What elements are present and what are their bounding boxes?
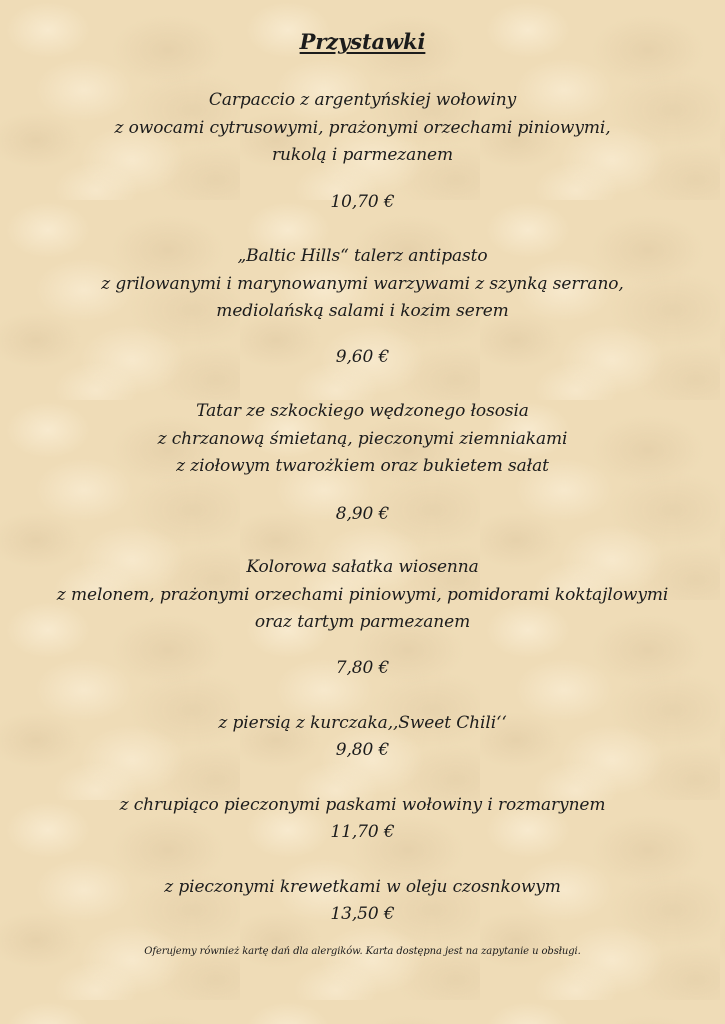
dish-name: Carpaccio z argentyńskiej wołowiny [208, 90, 517, 110]
dish-description: z ziołowym twarożkiem oraz bukietem sałat [176, 456, 549, 476]
page-title: Przystawki [299, 29, 426, 54]
dish-name: Kolorowa sałatka wiosenna [246, 557, 479, 577]
dish-name: Tatar ze szkockiego wędzonego łososia [196, 401, 529, 421]
allergen-note: Oferujemy również kartę dań dla alergików. Karta dostępna jest na zapytanie u obsługi. [144, 946, 581, 957]
dish-name: z chrupiąco pieczonymi paskami wołowiny i rozmarynem [119, 795, 606, 815]
dish-price: 10,70 € [330, 192, 395, 212]
dish-description: z grilowanymi i marynowanymi warzywami z szynką serrano, [101, 274, 624, 294]
dish-name: z piersią z kurczaka,,Sweet Chili‘‘ [218, 713, 507, 733]
dish-price: 13,50 € [330, 904, 395, 924]
dish-name: z pieczonymi krewetkami w oleju czosnkowym [164, 877, 561, 897]
dish-description: rukolą i parmezanem [271, 145, 454, 165]
dish-description: z melonem, prażonymi orzechami piniowymi, pomidorami koktajlowymi [56, 585, 669, 605]
dish-description: mediolańską salami i kozim serem [216, 301, 509, 321]
dish-description: z chrzanową śmietaną, pieczonymi ziemniakami [157, 429, 568, 449]
dish-price: 9,80 € [335, 740, 390, 760]
dish-price: 9,60 € [335, 347, 390, 367]
dish-description: oraz tartym parmezanem [254, 612, 471, 632]
dish-price: 11,70 € [330, 822, 395, 842]
dish-name: „Baltic Hills“ talerz antipasto [237, 246, 488, 266]
dish-price: 7,80 € [335, 658, 390, 678]
dish-description: z owocami cytrusowymi, prażonymi orzechami piniowymi, [114, 118, 611, 138]
dish-price: 8,90 € [335, 504, 390, 524]
